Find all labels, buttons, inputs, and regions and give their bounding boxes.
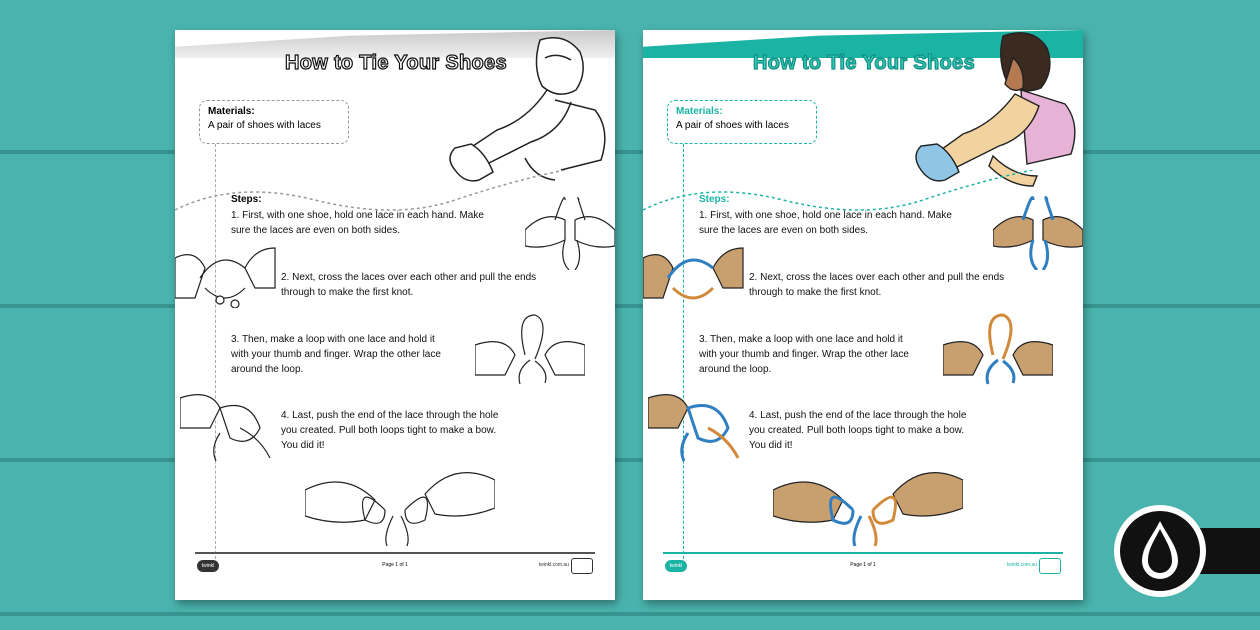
step-2: 2. Next, cross the laces over each other and pull the ends through to make the first knot.	[281, 272, 537, 298]
step2-hands-illustration	[643, 238, 753, 308]
step1-hands-illustration	[525, 180, 615, 270]
worksheet-color	[643, 30, 1083, 600]
materials-text: A pair of shoes with laces	[208, 120, 321, 131]
step-2: 2. Next, cross the laces over each other and pull the ends through to make the first knot.	[749, 272, 1005, 298]
step-1: 1. First, with one shoe, hold one lace in each hand. Make sure the laces are even on both sides.	[699, 210, 952, 236]
worksheet-title: How to Tie Your Shoes	[285, 52, 507, 74]
ink-drop-icon	[1112, 503, 1208, 599]
step4-hands-illustration	[180, 388, 280, 463]
footer-site: twinkl.com.au	[1006, 562, 1037, 568]
step1-hands-illustration	[993, 180, 1083, 270]
worksheet-title: How to Tie Your Shoes	[753, 52, 975, 74]
step-3: 3. Then, make a loop with one lace and hold it with your thumb and finger. Wrap the other lace around the loop.	[231, 334, 441, 375]
page-number: Page 1 of 1	[850, 562, 876, 568]
steps-label: Steps:	[699, 194, 730, 205]
worksheet-bw	[175, 30, 615, 600]
materials-box	[667, 100, 817, 144]
footer-line	[663, 552, 1063, 554]
materials-box	[199, 100, 349, 144]
materials-text: A pair of shoes with laces	[676, 120, 789, 131]
step-4: 4. Last, push the end of the lace through the hole you created. Pull both loops tight to make a bow. You did it!	[281, 410, 499, 451]
step-4: 4. Last, push the end of the lace through the hole you created. Pull both loops tight to make a bow. You did it!	[749, 410, 967, 451]
step-1: 1. First, with one shoe, hold one lace in each hand. Make sure the laces are even on both sides.	[231, 210, 484, 236]
twinkl-logo: twinkl	[197, 560, 219, 572]
footer-line	[195, 552, 595, 554]
footer-site: twinkl.com.au	[538, 562, 569, 568]
step-3: 3. Then, make a loop with one lace and hold it with your thumb and finger. Wrap the other lace around the loop.	[699, 334, 909, 375]
footer-badge-icon	[1039, 558, 1061, 574]
finished-bow-illustration	[773, 460, 963, 550]
step4-hands-illustration	[648, 388, 748, 463]
materials-label: Materials:	[676, 106, 723, 117]
step3-hands-illustration	[943, 305, 1053, 390]
materials-label: Materials:	[208, 106, 255, 117]
twinkl-logo: twinkl	[665, 560, 687, 572]
step2-hands-illustration	[175, 238, 285, 308]
page-number: Page 1 of 1	[382, 562, 408, 568]
step3-hands-illustration	[475, 305, 585, 390]
finished-bow-illustration	[305, 460, 495, 550]
footer-badge-icon	[571, 558, 593, 574]
steps-label: Steps:	[231, 194, 262, 205]
